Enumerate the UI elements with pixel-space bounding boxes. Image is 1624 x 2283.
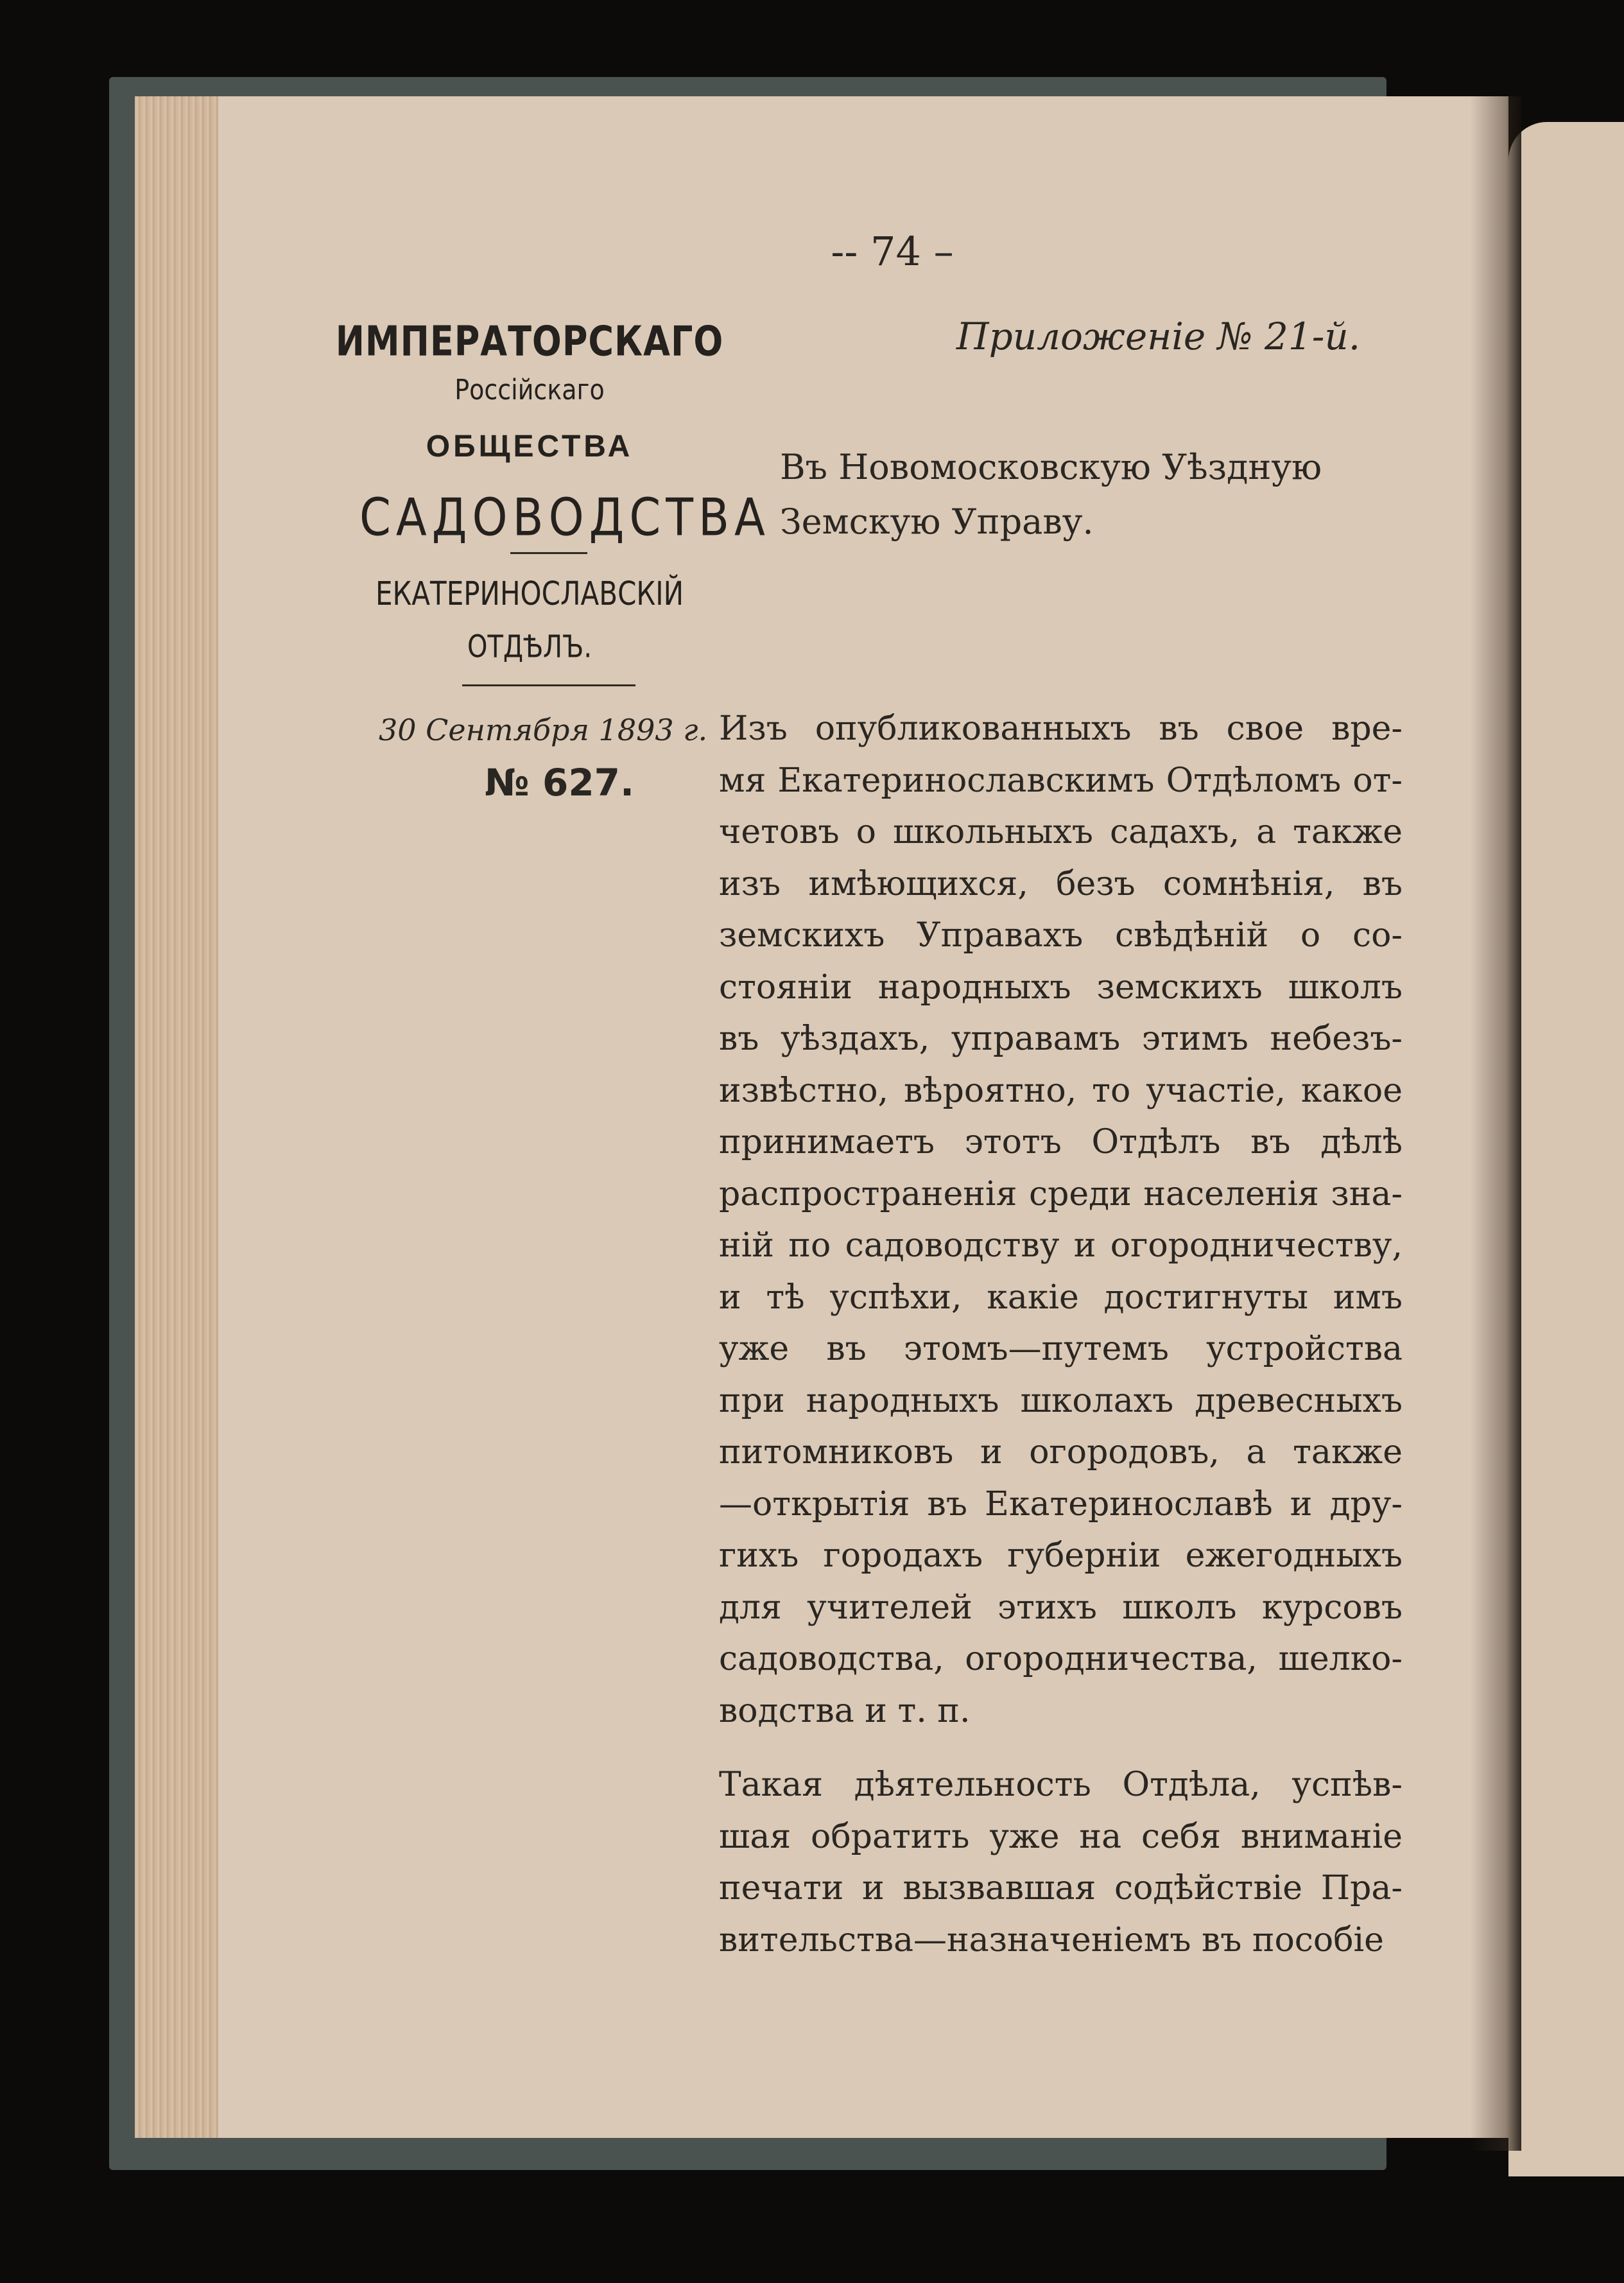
text-line: для учителей этихъ школъ курсовъ [719, 1588, 1403, 1627]
text-line: садоводства, огородничества, шелко- [719, 1640, 1403, 1678]
text-line: водства и т. п. [719, 1691, 971, 1730]
sent-date: 30 Сентября 1893 г. [379, 713, 708, 747]
text-line: шая обратить уже на себя вниманіе [719, 1817, 1403, 1856]
text-line: ній по садоводству и огородничеству, [719, 1226, 1403, 1265]
letterhead-line: ЕКАТЕРИНОСЛАВСКІЙ [375, 575, 684, 612]
text-line: четовъ о школьныхъ садахъ, а также [719, 813, 1403, 851]
text-line: извѣстно, вѣроятно, то участіе, какое [719, 1071, 1403, 1110]
text-line: при народныхъ школахъ древесныхъ [719, 1381, 1403, 1420]
text-line: питомниковъ и огородовъ, а также [719, 1433, 1403, 1471]
text-line: Изъ опубликованныхъ въ свое вре- [719, 709, 1403, 748]
body-paragraph [719, 1759, 1403, 1966]
text-line: земскихъ Управахъ свѣдѣній о со- [719, 916, 1403, 955]
letterhead-line: Россійскаго [454, 373, 605, 406]
text-line: —открытія въ Екатеринославѣ и дру- [719, 1484, 1403, 1523]
text-line: мя Екатеринославскимъ Отдѣломъ от- [719, 761, 1403, 800]
letterhead-line: САДОВОДСТВА [359, 487, 770, 548]
letterhead-line: ОТДѢЛЪ. [467, 629, 592, 665]
text-line: стояніи народныхъ земскихъ школъ [719, 968, 1403, 1007]
addressee: Въ Новомосковскую Уѣздную Земскую Управу. [780, 447, 1322, 542]
text-line: въ уѣздахъ, управамъ этимъ небезъ- [719, 1020, 1403, 1058]
text-line: изъ имѣющихся, безъ сомнѣнія, въ [719, 864, 1403, 903]
facing-page-edge [1508, 122, 1624, 2176]
text-line: гихъ городахъ губерніи ежегодныхъ [719, 1536, 1403, 1575]
text-line: Такая дѣятельность Отдѣла, успѣв- [719, 1766, 1403, 1804]
text-line: и тѣ успѣхи, какіе достигнуты имъ [719, 1278, 1403, 1317]
appendix-label: Приложеніе № 21-й. [956, 315, 1361, 358]
text-line: вительства—назначеніемъ въ пособіе [719, 1920, 1384, 1959]
letterhead-line: ИМПЕРАТОРСКАГО [335, 317, 724, 365]
document-number: № 627. [485, 761, 635, 804]
text-line: распространенія среди населенія зна- [719, 1174, 1403, 1213]
letterhead-divider [510, 552, 587, 554]
letterhead-divider [462, 684, 635, 686]
letterhead-line: ОБЩЕСТВА [426, 430, 634, 464]
gutter-shadow [1470, 96, 1521, 2151]
body-paragraph [719, 703, 1403, 1737]
text-line: принимаетъ этотъ Отдѣлъ въ дѣлѣ [719, 1123, 1403, 1161]
page-number: -- 74 – [831, 228, 954, 275]
text-line: уже въ этомъ—путемъ устройства [719, 1330, 1403, 1368]
page-edges [135, 96, 218, 2138]
text-line: печати и вызвавшая содѣйствіе Пра- [719, 1869, 1403, 1907]
